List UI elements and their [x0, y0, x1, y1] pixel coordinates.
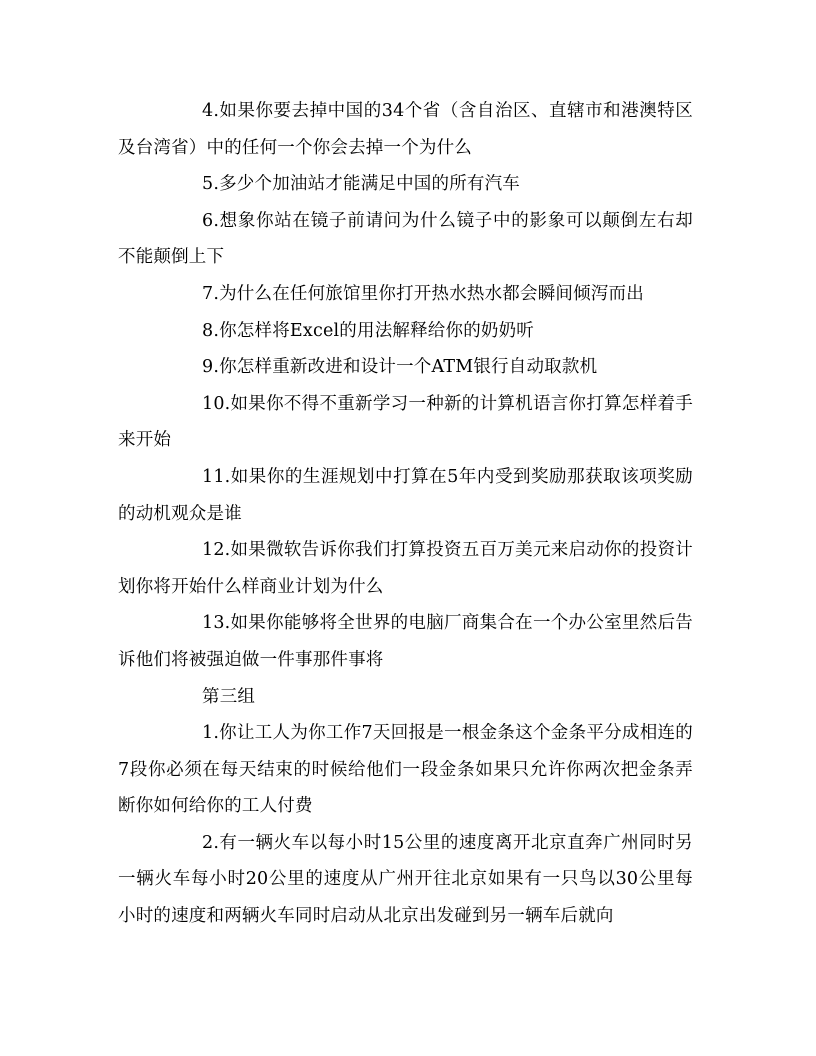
question-10: 10.如果你不得不重新学习一种新的计算机语言你打算怎样着手来开始 [118, 393, 693, 451]
section-heading: 第三组 [202, 686, 256, 707]
question-9: 9.你怎样重新改进和设计一个ATM银行自动取款机 [202, 357, 598, 378]
question-5: 5.多少个加油站才能满足中国的所有汽车 [202, 174, 520, 195]
question-12: 12.如果微软告诉你我们打算投资五百万美元来启动你的投资计划你将开始什么样商业计划为什么 [118, 540, 693, 597]
question-4: 4.如果你要去掉中国的34个省（含自治区、直辖市和港澳特区及台湾省）中的任何一个你会去掉一个为什么 [118, 101, 693, 158]
group3-question-1: 1.你让工人为你工作7天回报是一根金条这个金条平分成相连的7段你必须在每天结束的时候给他们一段金条如果只允许你两次把金条弄断你如何给你的工人付费 [118, 723, 693, 817]
question-11: 11.如果你的生涯规划中打算在5年内受到奖励那获取该项奖励的动机观众是谁 [118, 466, 693, 524]
question-6: 6.想象你站在镜子前请问为什么镜子中的影象可以颠倒左右却不能颠倒上下 [118, 210, 693, 268]
document-body [118, 93, 693, 935]
question-13: 13.如果你能够将全世界的电脑厂商集合在一个办公室里然后告诉他们将被强迫做一件事那件事将 [118, 613, 693, 670]
question-7: 7.为什么在任何旅馆里你打开热水热水都会瞬间倾泻而出 [202, 283, 644, 304]
question-8: 8.你怎样将Excel的用法解释给你的奶奶听 [202, 320, 534, 341]
group3-question-2: 2.有一辆火车以每小时15公里的速度离开北京直奔广州同时另一辆火车每小时20公里的速度从广州开往北京如果有一只鸟以30公里每小时的速度和两辆火车同时启动从北京出发碰到另一辆车后就向 [118, 832, 693, 927]
